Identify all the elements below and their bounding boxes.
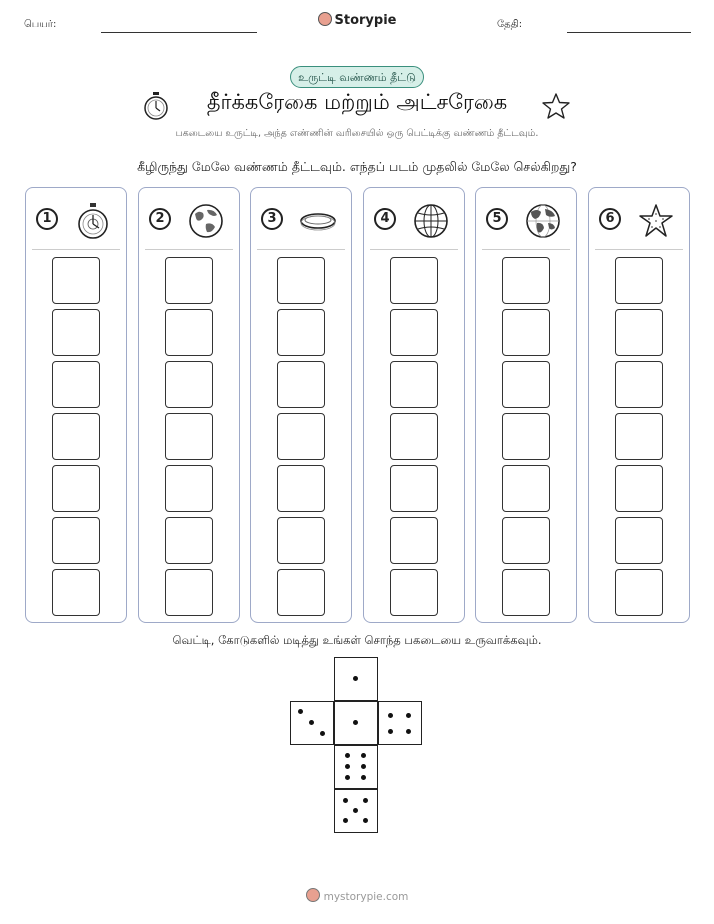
- color-box[interactable]: [390, 569, 438, 616]
- color-box[interactable]: [615, 465, 663, 512]
- die-face-5: [334, 789, 378, 833]
- color-box[interactable]: [52, 465, 100, 512]
- column-6: [588, 187, 690, 623]
- activity-badge: உருட்டி வண்ணம் தீட்டு: [290, 66, 424, 88]
- color-box[interactable]: [277, 413, 325, 460]
- color-box[interactable]: [502, 257, 550, 304]
- color-box[interactable]: [165, 517, 213, 564]
- column-number: 1: [36, 208, 58, 230]
- column-divider: [145, 249, 233, 250]
- color-box[interactable]: [165, 465, 213, 512]
- color-box[interactable]: [615, 309, 663, 356]
- die-face-1: [334, 701, 378, 745]
- name-label: பெயர்:: [24, 19, 57, 30]
- color-box[interactable]: [390, 309, 438, 356]
- wire-globe-icon: [412, 202, 450, 240]
- column-4: [363, 187, 465, 623]
- die-instruction: வெட்டி, கோடுகளில் மடித்து உங்கள் சொந்த பகடையை உருவாக்கவும்.: [172, 633, 542, 647]
- die-face-1: [334, 657, 378, 701]
- color-box[interactable]: [390, 413, 438, 460]
- column-divider: [370, 249, 458, 250]
- color-box[interactable]: [502, 413, 550, 460]
- color-box[interactable]: [390, 361, 438, 408]
- column-number: 5: [486, 208, 508, 230]
- die-face-4: [378, 701, 422, 745]
- color-box[interactable]: [615, 569, 663, 616]
- color-box[interactable]: [502, 465, 550, 512]
- stopwatch-icon: [74, 202, 112, 240]
- question-text: கீழிருந்து மேலே வண்ணம் தீட்டவும். எந்தப் படம் முதலில் மேலே செல்கிறது?: [137, 159, 577, 174]
- name-line: [101, 32, 257, 33]
- color-box[interactable]: [277, 517, 325, 564]
- color-box[interactable]: [502, 309, 550, 356]
- column-number: 3: [261, 208, 283, 230]
- color-box[interactable]: [390, 257, 438, 304]
- footer-url[interactable]: mystorypie.com: [323, 891, 409, 903]
- color-box[interactable]: [52, 257, 100, 304]
- column-1: [25, 187, 127, 623]
- column-number: 6: [599, 208, 621, 230]
- die-face-3: [290, 701, 334, 745]
- color-box[interactable]: [277, 569, 325, 616]
- color-box[interactable]: [277, 257, 325, 304]
- color-box[interactable]: [52, 413, 100, 460]
- color-box[interactable]: [615, 517, 663, 564]
- bear-logo-icon: [306, 888, 320, 902]
- die-face-6: [334, 745, 378, 789]
- color-box[interactable]: [165, 569, 213, 616]
- color-box[interactable]: [52, 517, 100, 564]
- column-5: [475, 187, 577, 623]
- date-label: தேதி:: [497, 19, 523, 30]
- color-box[interactable]: [390, 517, 438, 564]
- equator-ring-icon: [299, 202, 337, 240]
- brand-logo: [0, 12, 714, 28]
- color-box[interactable]: [165, 361, 213, 408]
- date-line: [567, 32, 691, 33]
- color-box[interactable]: [165, 309, 213, 356]
- bear-logo-icon: [318, 12, 332, 26]
- instructions-subtitle: பகடையை உருட்டி, அந்த எண்ணின் வரிசையில் ஒரு பெட்டிக்கு வண்ணம் தீட்டவும்.: [175, 128, 539, 139]
- color-box[interactable]: [615, 413, 663, 460]
- column-3: [250, 187, 352, 623]
- color-box[interactable]: [277, 361, 325, 408]
- color-box[interactable]: [52, 361, 100, 408]
- column-number: 4: [374, 208, 396, 230]
- star-title-icon: [541, 92, 571, 120]
- column-divider: [482, 249, 570, 250]
- column-divider: [32, 249, 120, 250]
- color-box[interactable]: [52, 309, 100, 356]
- brand-name: Storypie: [334, 13, 397, 28]
- color-box[interactable]: [277, 465, 325, 512]
- color-box[interactable]: [390, 465, 438, 512]
- column-number: 2: [149, 208, 171, 230]
- color-box[interactable]: [502, 569, 550, 616]
- color-box[interactable]: [502, 361, 550, 408]
- color-box[interactable]: [502, 517, 550, 564]
- column-divider: [257, 249, 345, 250]
- page-title: தீர்க்கரேகை மற்றும் அட்சரேகை: [206, 90, 508, 114]
- color-box[interactable]: [277, 309, 325, 356]
- column-2: [138, 187, 240, 623]
- color-box[interactable]: [165, 257, 213, 304]
- world-map-globe-icon: [524, 202, 562, 240]
- color-box[interactable]: [52, 569, 100, 616]
- color-box[interactable]: [165, 413, 213, 460]
- color-box[interactable]: [615, 361, 663, 408]
- earth-globe-icon: [187, 202, 225, 240]
- footer: [0, 888, 714, 903]
- column-divider: [595, 249, 683, 250]
- color-box[interactable]: [615, 257, 663, 304]
- starfish-icon: [637, 202, 675, 240]
